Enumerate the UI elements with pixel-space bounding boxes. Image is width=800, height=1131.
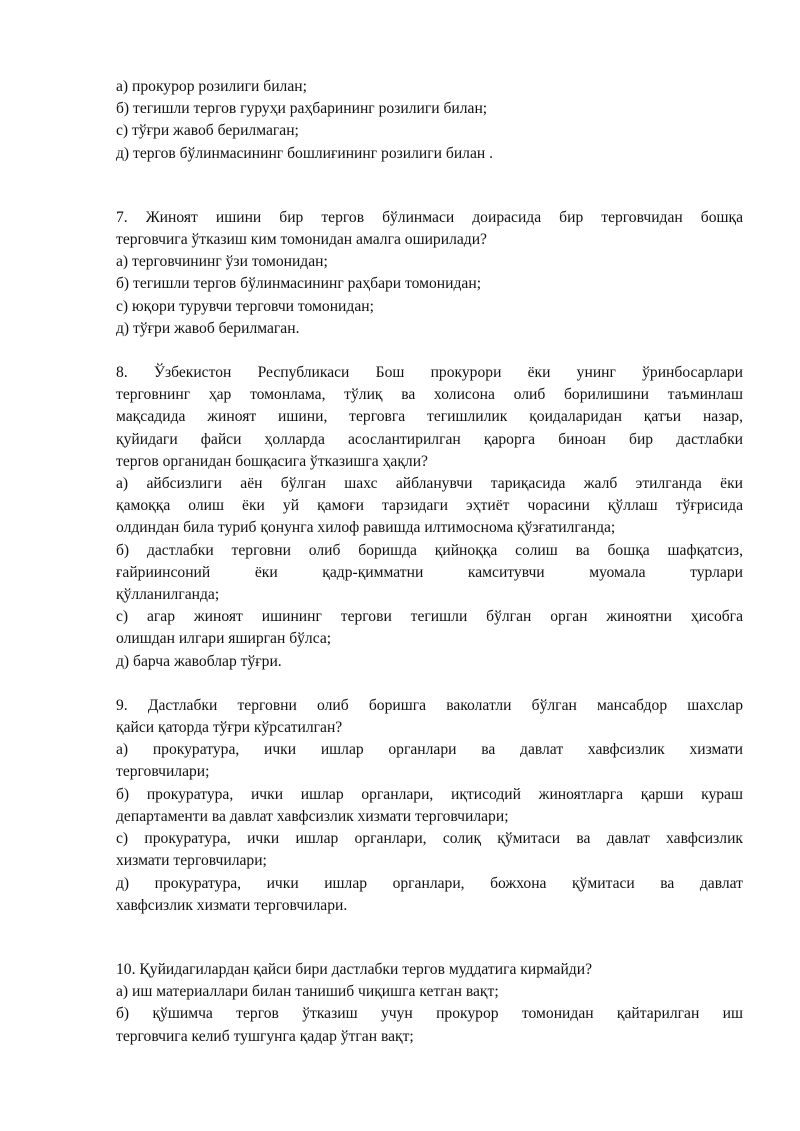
- q8-line: 8. Ўзбекистон Республикаси Бош прокурори ёки унинг ўринбосарлари: [116, 364, 743, 382]
- q9-line: қайси қаторда тўғри кўрсатилган?: [116, 719, 343, 737]
- q6-option-d: д) тергов бўлинмасининг бошлиғининг розилиги билан .: [116, 144, 494, 162]
- q6-option-b: б) тегишли тергов гуруҳи раҳбарининг розилиги билан;: [116, 100, 488, 118]
- q8-option-d: д) барча жавоблар тўғри.: [116, 652, 282, 670]
- q7-option-c: с) юқори турувчи терговчи томонидан;: [116, 297, 374, 315]
- q9-option-c: с) прокуратура, ички ишлар органлари, солиқ қўмитаси ва давлат хавфсизлик: [116, 830, 743, 848]
- question-9: [116, 695, 743, 917]
- q8-option-a-cont: олдиндан била туриб қонунга хилоф равишда илтимоснома қўзғатилганда;: [116, 519, 616, 537]
- q10-option-b: б) қўшимча тергов ўтказиш учун прокурор томонидан қайтарилган иш: [116, 1005, 743, 1023]
- spacer: [116, 340, 743, 362]
- q9-option-d-cont: хавфсизлик хизмати терговчилари.: [116, 896, 348, 914]
- q8-option-b-cont: қўлланилганда;: [116, 586, 220, 604]
- q7-question-line-1: 7. Жиноят ишини бир тергов бўлинмаси доирасида бир терговчидан бошқа: [116, 208, 743, 226]
- q8-option-b: б) дастлабки терговни олиб боришда қийноққа солиш ва бошқа шафқатсиз,: [116, 541, 743, 559]
- q8-option-b-cont: ғайриинсоний ёки қадр-қимматни камситувчи муомала турлари: [116, 563, 743, 581]
- q10-question: 10. Қуйидагилардан қайси бири дастлабки тергов муддатига кирмайди?: [116, 960, 593, 978]
- q9-option-b: б) прокуратура, ички ишлар органлари, иқтисодий жиноятларга қарши кураш: [116, 785, 743, 803]
- question-10: [116, 959, 743, 1048]
- q8-option-c-cont: олишдан илгари яширган бўлса;: [116, 630, 332, 648]
- q6-option-a: а) прокурор розилиги билан;: [116, 78, 307, 95]
- question-8: [116, 362, 743, 673]
- q9-line: 9. Дастлабки терговни олиб боришга ваколатли бўлган мансабдор шахслар: [116, 696, 743, 714]
- q7-option-a: а) терговчининг ўзи томонидан;: [116, 253, 328, 271]
- spacer: [116, 673, 743, 695]
- q10-option-a: а) иш материаллари билан танишиб чиқишга кетган вақт;: [116, 983, 499, 1001]
- q10-option-b-cont: терговчига келиб тушгунга қадар ўтган вақт;: [116, 1027, 414, 1045]
- q9-option-a-cont: терговчилари;: [116, 763, 210, 781]
- q8-line: қуйидаги файси ҳолларда асослантирилган қарорга биноан бир дастлабки: [116, 430, 743, 448]
- q7-question-line-2: терговчига ўтказиш ким томонидан амалга оширилади?: [116, 231, 487, 249]
- q7-option-d: д) тўғри жавоб берилмаган.: [116, 319, 300, 337]
- q9-option-c-cont: хизмати терговчилари;: [116, 852, 267, 870]
- q8-option-c: с) агар жиноят ишининг тергови тегишли бўлган орган жиноятни ҳисобга: [116, 608, 743, 626]
- q8-option-a: а) айбсизлиги аён бўлган шахс айбланувчи тариқасида жалб этилганда ёки: [116, 475, 743, 493]
- q8-line: тергов органидан бошқасига ўтказишга ҳақли?: [116, 452, 428, 470]
- spacer: [116, 165, 743, 207]
- q7-option-b: б) тегишли тергов бўлинмасининг раҳбари томонидан;: [116, 275, 482, 293]
- q6-option-c: с) тўғри жавоб берилмаган;: [116, 122, 299, 140]
- q9-option-d: д) прокуратура, ички ишлар органлари, божхона қўмитаси ва давлат: [116, 874, 743, 892]
- q9-option-b-cont: департаменти ва давлат хавфсизлик хизмати терговчилари;: [116, 807, 509, 825]
- q8-line: мақсадида жиноят ишини, терговга тегишлилик қоидаларидан қатъи назар,: [116, 408, 743, 426]
- spacer: [116, 917, 743, 959]
- question-7: [116, 207, 743, 340]
- question-6-options: [116, 76, 743, 165]
- q8-option-a-cont: қамоққа олиш ёки уй қамоғи тарзидаги эҳтиёт чорасини қўллаш тўғрисида: [116, 497, 743, 515]
- q9-option-a: а) прокуратура, ички ишлар органлари ва давлат хавфсизлик хизмати: [116, 741, 743, 759]
- q8-line: терговнинг ҳар томонлама, тўлиқ ва холисона олиб борилишини таъминлаш: [116, 386, 743, 404]
